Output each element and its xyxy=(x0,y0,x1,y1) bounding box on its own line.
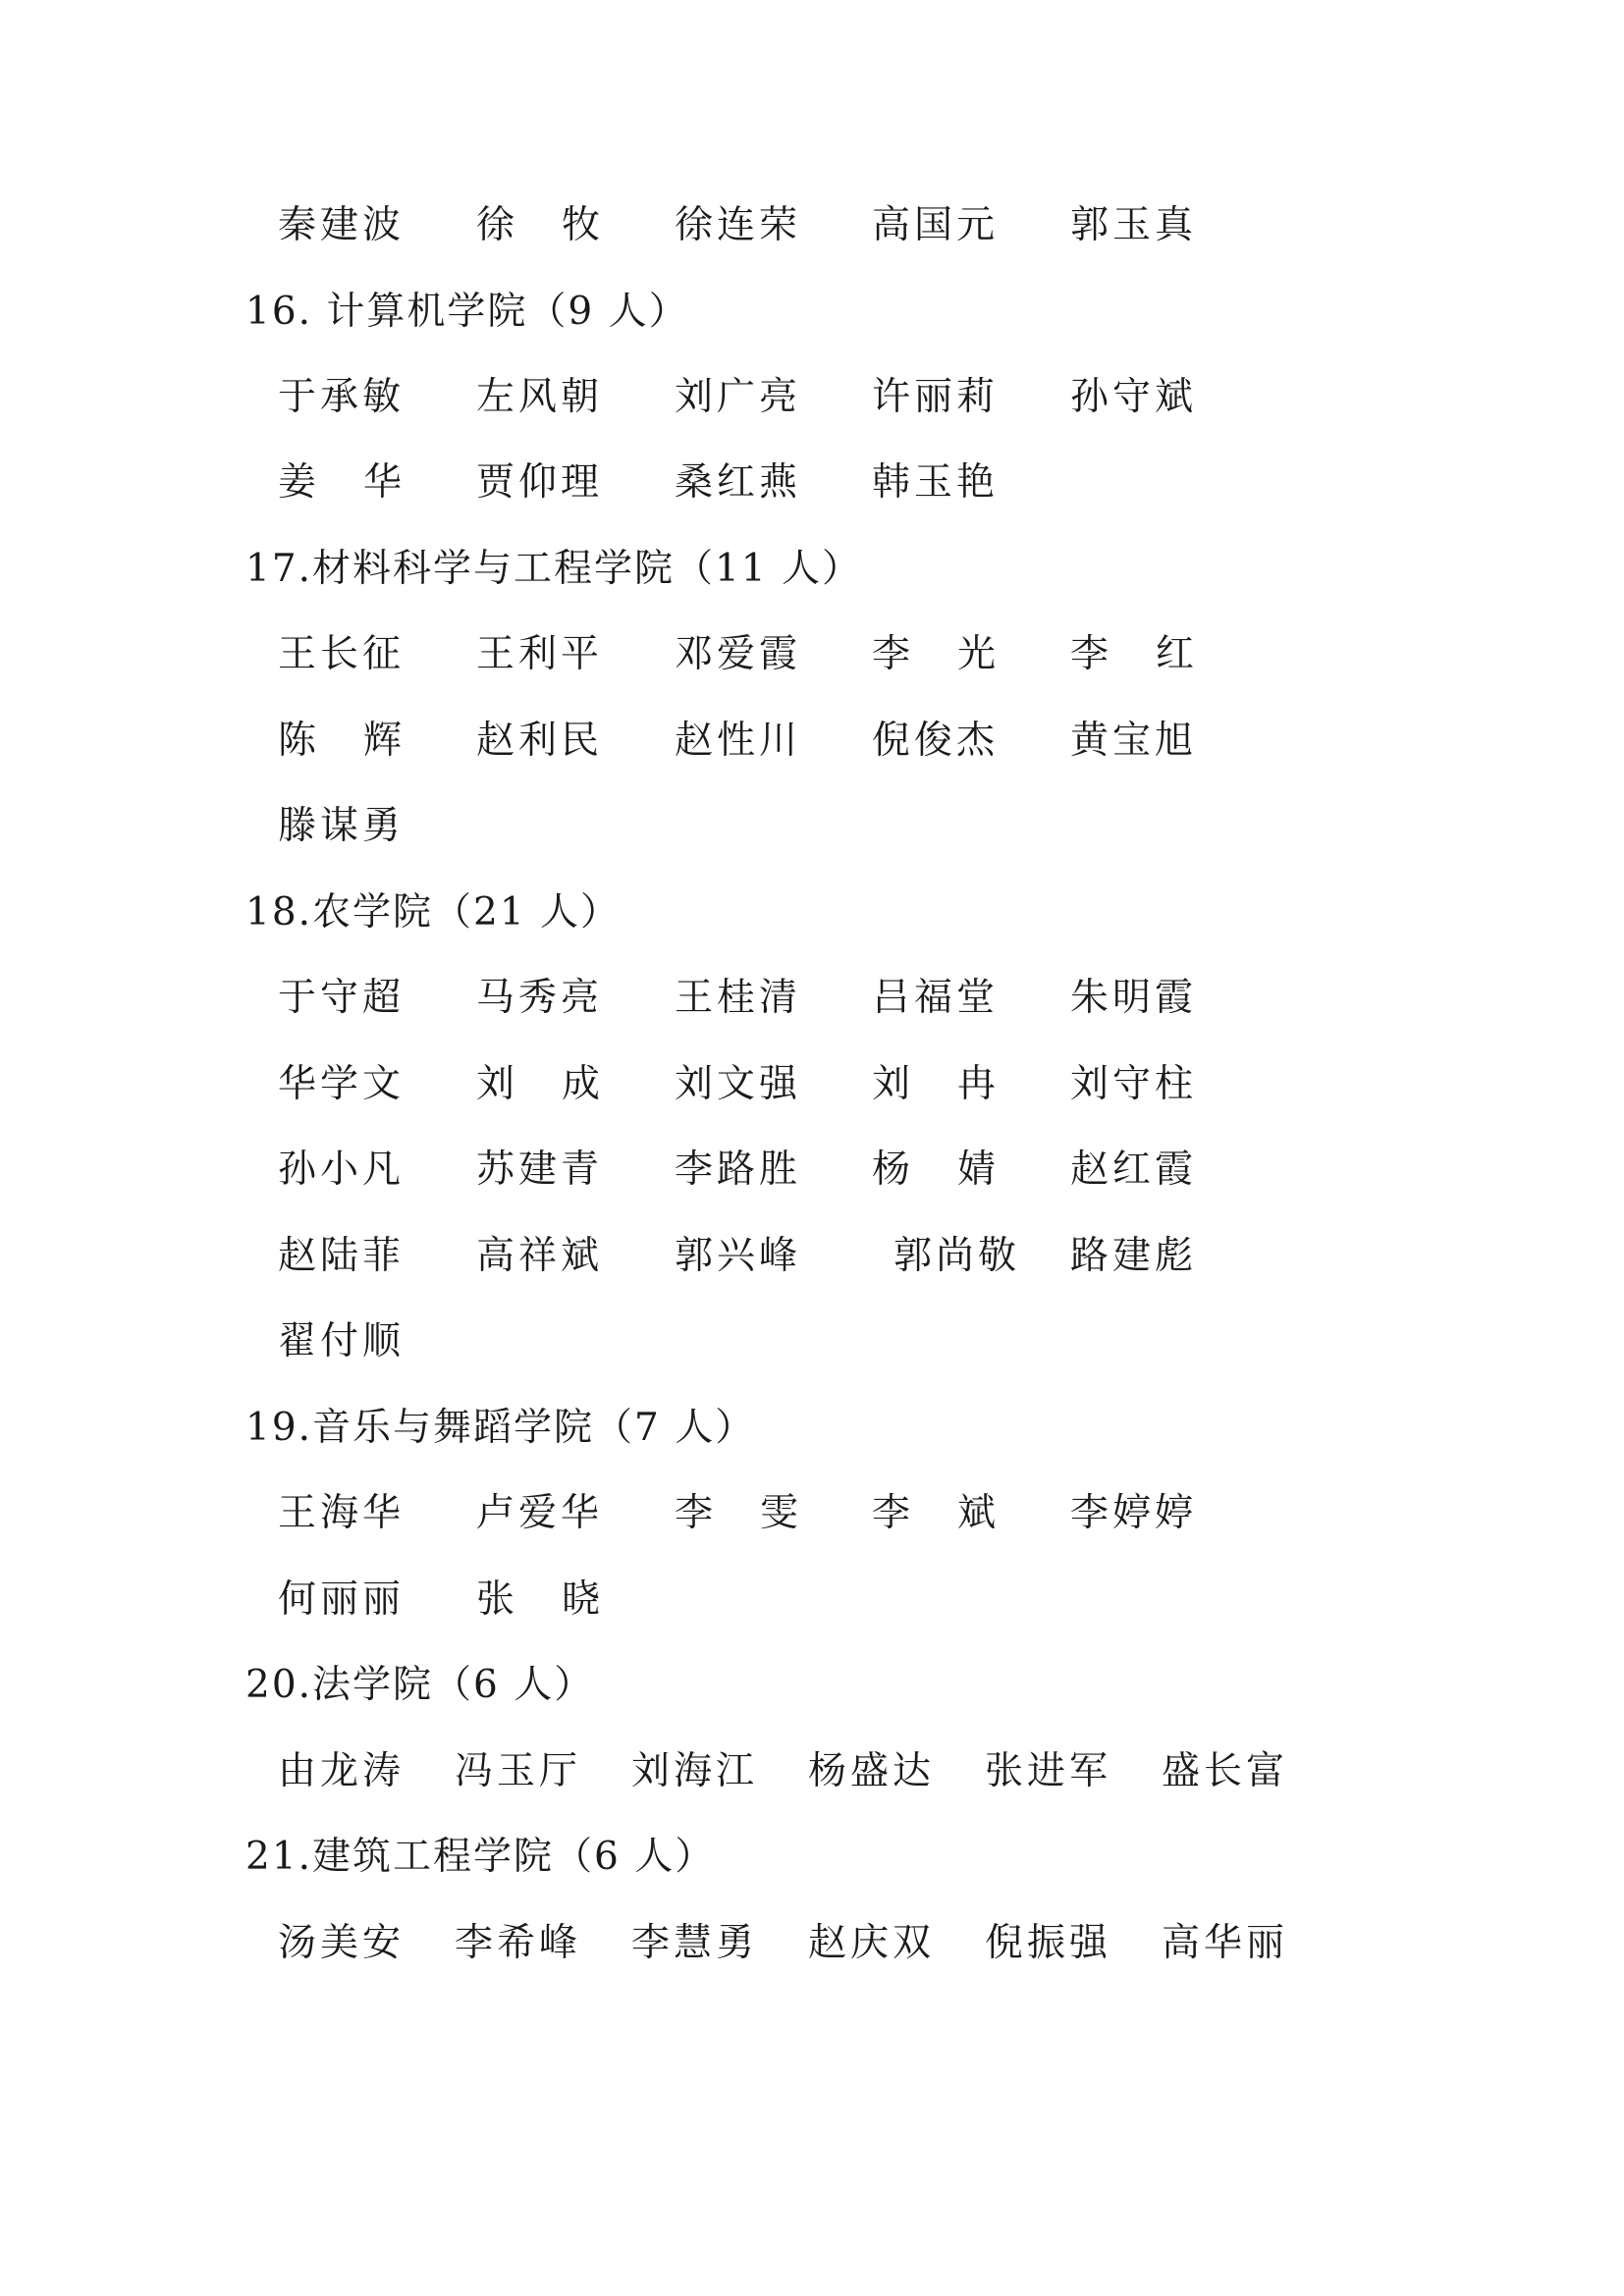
person-name: 冯玉厅 xyxy=(455,1749,582,1793)
person-name: 刘守柱 xyxy=(1070,1062,1198,1106)
person-name: 高祥斌 xyxy=(476,1234,604,1278)
person-name: 杨 婧 xyxy=(872,1148,996,1192)
section-heading-row xyxy=(0,540,1624,599)
name-row xyxy=(0,797,1624,856)
person-name: 秦建波 xyxy=(278,203,406,247)
person-name: 赵利民 xyxy=(476,719,604,763)
person-name: 倪振强 xyxy=(985,1921,1112,1965)
person-name: 王桂清 xyxy=(675,976,802,1020)
person-name: 杨盛达 xyxy=(808,1749,936,1793)
person-name: 陈 辉 xyxy=(278,719,402,763)
name-row xyxy=(0,1055,1624,1114)
person-name: 邓爱霞 xyxy=(675,632,802,676)
person-name: 王长征 xyxy=(278,632,406,676)
person-name: 李 红 xyxy=(1070,632,1194,676)
person-name: 李 光 xyxy=(872,632,996,676)
person-name: 徐连荣 xyxy=(675,203,802,247)
person-name: 刘文强 xyxy=(675,1062,802,1106)
person-name: 高华丽 xyxy=(1162,1921,1289,1965)
section-heading-row xyxy=(0,1656,1624,1715)
person-name: 李 斌 xyxy=(872,1491,996,1535)
person-name: 李慧勇 xyxy=(631,1921,759,1965)
person-name: 刘海江 xyxy=(631,1749,759,1793)
person-name: 由龙涛 xyxy=(278,1749,406,1793)
section-heading: 20.法学院（6 人） xyxy=(245,1663,595,1707)
person-name: 张 晓 xyxy=(476,1577,600,1622)
person-name: 赵陆菲 xyxy=(278,1234,406,1278)
person-name: 郭玉真 xyxy=(1070,203,1198,247)
person-name: 刘广亮 xyxy=(675,375,802,419)
section-heading: 17.材料科学与工程学院（11 人） xyxy=(245,547,863,591)
person-name: 姜 华 xyxy=(278,460,402,505)
person-name: 孙小凡 xyxy=(278,1148,406,1192)
name-row xyxy=(0,1484,1624,1543)
person-name: 吕福堂 xyxy=(872,976,1000,1020)
person-name: 滕谋勇 xyxy=(278,804,406,848)
section-heading: 21.建筑工程学院（6 人） xyxy=(245,1835,716,1879)
person-name: 高国元 xyxy=(872,203,1000,247)
person-name: 李希峰 xyxy=(455,1921,582,1965)
person-name: 路建彪 xyxy=(1070,1234,1198,1278)
person-name: 汤美安 xyxy=(278,1921,406,1965)
person-name: 韩玉艳 xyxy=(872,460,1000,505)
person-name: 黄宝旭 xyxy=(1070,719,1198,763)
person-name: 徐 牧 xyxy=(476,203,600,247)
name-row xyxy=(0,1914,1624,1973)
section-heading: 16. 计算机学院（9 人） xyxy=(245,290,689,334)
name-row xyxy=(0,196,1624,255)
person-name: 马秀亮 xyxy=(476,976,604,1020)
person-name: 翟付顺 xyxy=(278,1319,406,1363)
person-name: 王利平 xyxy=(476,632,604,676)
person-name: 贾仰理 xyxy=(476,460,604,505)
name-row xyxy=(0,969,1624,1028)
section-heading-row xyxy=(0,883,1624,942)
name-row xyxy=(0,1571,1624,1629)
person-name: 于守超 xyxy=(278,976,406,1020)
person-name: 许丽莉 xyxy=(872,375,1000,419)
person-name: 张进军 xyxy=(985,1749,1112,1793)
name-row xyxy=(0,712,1624,771)
person-name: 盛长富 xyxy=(1162,1749,1289,1793)
person-name: 苏建青 xyxy=(476,1148,604,1192)
person-name: 孙守斌 xyxy=(1070,375,1198,419)
person-name: 刘 冉 xyxy=(872,1062,996,1106)
section-heading-row xyxy=(0,1399,1624,1458)
person-name: 卢爱华 xyxy=(476,1491,604,1535)
person-name: 朱明霞 xyxy=(1070,976,1198,1020)
person-name: 郭兴峰 xyxy=(675,1234,802,1278)
person-name: 左风朝 xyxy=(476,375,604,419)
person-name: 李路胜 xyxy=(675,1148,802,1192)
person-name: 李 雯 xyxy=(675,1491,798,1535)
person-name: 华学文 xyxy=(278,1062,406,1106)
name-row xyxy=(0,1742,1624,1801)
person-name: 王海华 xyxy=(278,1491,406,1535)
name-row xyxy=(0,454,1624,512)
person-name: 何丽丽 xyxy=(278,1577,406,1622)
person-name: 郭尚敬 xyxy=(893,1234,1021,1278)
person-name: 刘 成 xyxy=(476,1062,600,1106)
person-name: 倪俊杰 xyxy=(872,719,1000,763)
section-heading: 19.音乐与舞蹈学院（7 人） xyxy=(245,1406,756,1450)
name-row xyxy=(0,1227,1624,1286)
person-name: 桑红燕 xyxy=(675,460,802,505)
section-heading-row xyxy=(0,1828,1624,1887)
section-heading-row xyxy=(0,283,1624,342)
name-row xyxy=(0,1141,1624,1200)
person-name: 赵红霞 xyxy=(1070,1148,1198,1192)
person-name: 李婷婷 xyxy=(1070,1491,1198,1535)
section-heading: 18.农学院（21 人） xyxy=(245,890,622,934)
person-name: 赵庆双 xyxy=(808,1921,936,1965)
name-row xyxy=(0,368,1624,427)
person-name: 于承敏 xyxy=(278,375,406,419)
name-row xyxy=(0,1312,1624,1371)
person-name: 赵性川 xyxy=(675,719,802,763)
name-row xyxy=(0,625,1624,684)
